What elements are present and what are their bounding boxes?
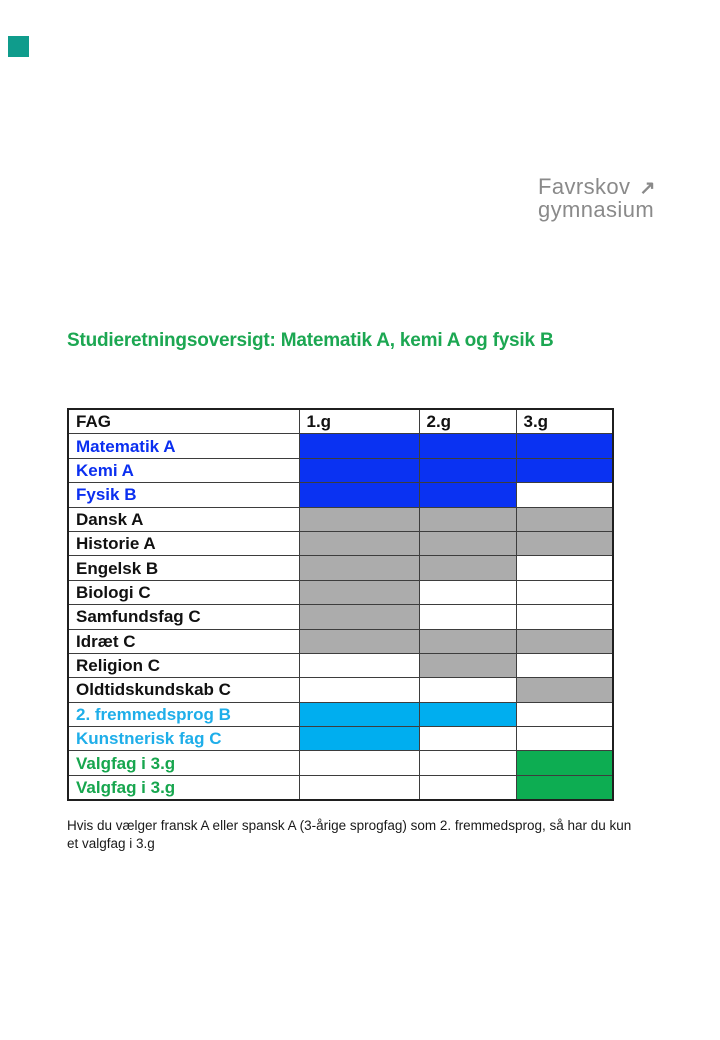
- cell-3g: [516, 507, 613, 531]
- cell-1g: [299, 580, 419, 604]
- subject-label: Fysik B: [68, 483, 299, 507]
- cell-2g: [419, 556, 516, 580]
- subject-label: Oldtidskundskab C: [68, 678, 299, 702]
- header-1g: 1.g: [299, 409, 419, 434]
- cell-3g: [516, 531, 613, 555]
- footnote-line-2: et valgfag i 3.g: [67, 836, 155, 851]
- subject-label: Samfundsfag C: [68, 605, 299, 629]
- cell-3g: [516, 678, 613, 702]
- logo-text-gymnasium: gymnasium: [538, 197, 655, 222]
- cell-2g: [419, 458, 516, 482]
- cell-2g: [419, 507, 516, 531]
- header-3g: 3.g: [516, 409, 613, 434]
- subject-label: Matematik A: [68, 434, 299, 458]
- cell-2g: [419, 653, 516, 677]
- cell-3g: [516, 653, 613, 677]
- cell-3g: [516, 556, 613, 580]
- cell-3g: [516, 483, 613, 507]
- cell-1g: [299, 507, 419, 531]
- cell-1g: [299, 434, 419, 458]
- cell-1g: [299, 531, 419, 555]
- subject-label: Kemi A: [68, 458, 299, 482]
- footnote-line-1: Hvis du vælger fransk A eller spansk A (3-årige sprogfag) som 2. fremmedsprog, så har du kun: [67, 818, 632, 833]
- subject-label: Historie A: [68, 531, 299, 555]
- cell-1g: [299, 556, 419, 580]
- cell-1g: [299, 775, 419, 800]
- table-row: [68, 605, 613, 629]
- table-row: [68, 702, 613, 726]
- cell-1g: [299, 458, 419, 482]
- cell-2g: [419, 702, 516, 726]
- header-2g: 2.g: [419, 409, 516, 434]
- cell-2g: [419, 727, 516, 751]
- page-title: Studieretningsoversigt: Matematik A, kemi A og fysik B: [67, 330, 554, 351]
- cell-2g: [419, 434, 516, 458]
- subjects-table: [67, 408, 614, 801]
- cell-3g: [516, 702, 613, 726]
- table-row: [68, 458, 613, 482]
- logo-text-favrskov: Favrskov: [538, 174, 631, 199]
- table-row: [68, 653, 613, 677]
- table-row: [68, 483, 613, 507]
- subject-label: Valgfag i 3.g: [68, 751, 299, 775]
- brand-accent-square: [8, 36, 29, 57]
- cell-2g: [419, 580, 516, 604]
- cell-3g: [516, 775, 613, 800]
- header-fag: FAG: [68, 409, 299, 434]
- logo-line-1: [538, 176, 708, 199]
- cell-2g: [419, 605, 516, 629]
- table-body: [68, 434, 613, 800]
- cell-1g: [299, 702, 419, 726]
- table-row: [68, 727, 613, 751]
- school-logo: [538, 176, 708, 220]
- subject-label: Biologi C: [68, 580, 299, 604]
- table-row: [68, 556, 613, 580]
- cell-2g: [419, 751, 516, 775]
- cell-1g: [299, 483, 419, 507]
- subject-label: Kunstnerisk fag C: [68, 727, 299, 751]
- cell-1g: [299, 678, 419, 702]
- table-row: [68, 678, 613, 702]
- table-header-row: [68, 409, 613, 434]
- cell-1g: [299, 727, 419, 751]
- subject-label: Idræt C: [68, 629, 299, 653]
- cell-1g: [299, 751, 419, 775]
- cell-2g: [419, 775, 516, 800]
- cell-3g: [516, 434, 613, 458]
- table-row: [68, 531, 613, 555]
- cell-3g: [516, 580, 613, 604]
- table-row: [68, 751, 613, 775]
- table-row: [68, 580, 613, 604]
- cell-1g: [299, 653, 419, 677]
- cell-2g: [419, 483, 516, 507]
- table-row: [68, 507, 613, 531]
- cell-2g: [419, 629, 516, 653]
- logo-line-2: [538, 199, 708, 220]
- cell-3g: [516, 629, 613, 653]
- subject-label: Engelsk B: [68, 556, 299, 580]
- cell-3g: [516, 605, 613, 629]
- table-row: [68, 629, 613, 653]
- table-row: [68, 775, 613, 800]
- arrow-up-right-icon: ↗: [639, 178, 656, 199]
- cell-3g: [516, 458, 613, 482]
- subject-label: Religion C: [68, 653, 299, 677]
- subject-label: 2. fremmedsprog B: [68, 702, 299, 726]
- cell-1g: [299, 605, 419, 629]
- subject-label: Dansk A: [68, 507, 299, 531]
- table-row: [68, 434, 613, 458]
- footnote: [67, 817, 677, 853]
- subject-label: Valgfag i 3.g: [68, 775, 299, 800]
- cell-2g: [419, 678, 516, 702]
- cell-2g: [419, 531, 516, 555]
- cell-1g: [299, 629, 419, 653]
- cell-3g: [516, 727, 613, 751]
- cell-3g: [516, 751, 613, 775]
